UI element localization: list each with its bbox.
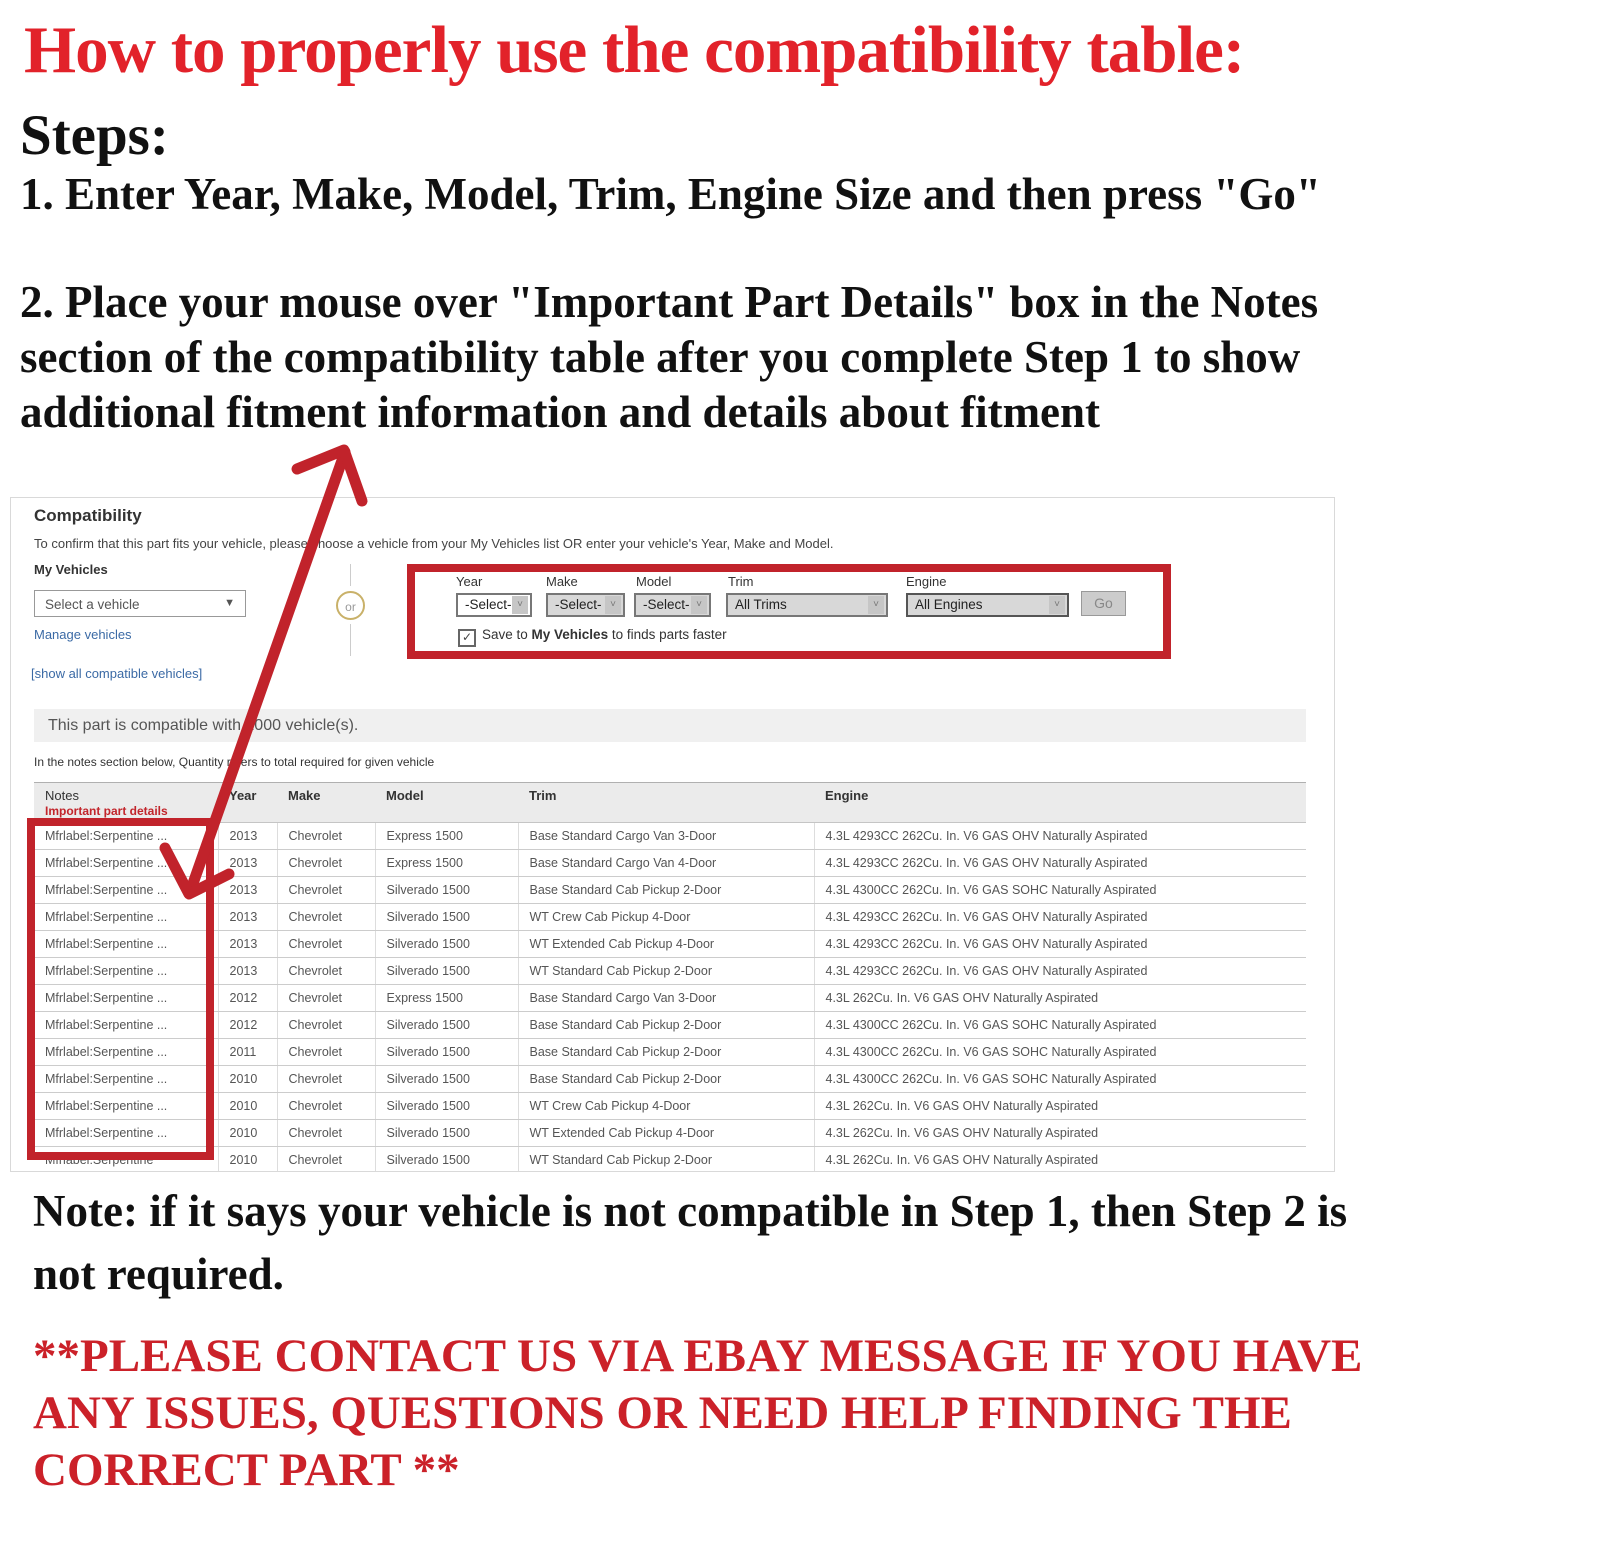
or-divider-top (350, 564, 351, 586)
table-row (34, 1066, 1306, 1093)
cell-model: Silverado 1500 (375, 1147, 518, 1173)
table-row (34, 1120, 1306, 1147)
table-row (34, 1093, 1306, 1120)
engine-label: Engine (906, 574, 947, 589)
cell-year: 2013 (218, 850, 277, 877)
cell-engine: 4.3L 262Cu. In. V6 GAS OHV Naturally Aspirated (814, 1093, 1306, 1120)
step-1-text: 1. Enter Year, Make, Model, Trim, Engine Size and then press "Go" (20, 169, 1321, 219)
cell-model: Silverado 1500 (375, 1012, 518, 1039)
table-row (34, 1039, 1306, 1066)
vehicle-select-value: Select a vehicle (45, 597, 140, 612)
cell-year: 2010 (218, 1120, 277, 1147)
note-line-2: not required. (33, 1249, 284, 1299)
cell-notes[interactable]: Mfrlabel:Serpentine ... (34, 958, 218, 985)
or-divider-bottom (350, 624, 351, 656)
cell-make: Chevrolet (277, 904, 375, 931)
cell-model: Silverado 1500 (375, 1039, 518, 1066)
compatibility-table (34, 782, 1306, 1172)
cell-year: 2013 (218, 877, 277, 904)
cell-make: Chevrolet (277, 985, 375, 1012)
contact-line-3: CORRECT PART ** (33, 1444, 460, 1496)
cell-engine: 4.3L 4300CC 262Cu. In. V6 GAS SOHC Naturally Aspirated (814, 1012, 1306, 1039)
cell-notes[interactable]: Mfrlabel:Serpentine ... (34, 1120, 218, 1147)
year-select[interactable] (456, 593, 532, 617)
save-text-bold: My Vehicles (531, 627, 609, 642)
model-label: Model (636, 574, 672, 589)
cell-trim: WT Standard Cab Pickup 2-Door (518, 1147, 814, 1173)
cell-notes[interactable]: Mfrlabel:Serpentine ... (34, 931, 218, 958)
show-all-compatible-link[interactable]: [show all compatible vehicles] (31, 666, 203, 681)
contact-line-1: **PLEASE CONTACT US VIA EBAY MESSAGE IF YOU HAVE (33, 1330, 1363, 1382)
cell-model: Silverado 1500 (375, 904, 518, 931)
table-row (34, 985, 1306, 1012)
column-header-notes: Notes Important part details (34, 783, 218, 823)
cell-engine: 4.3L 262Cu. In. V6 GAS OHV Naturally Aspirated (814, 1147, 1306, 1173)
cell-engine: 4.3L 262Cu. In. V6 GAS OHV Naturally Aspirated (814, 1120, 1306, 1147)
cell-notes[interactable]: Mfrlabel:Serpentine ... (34, 904, 218, 931)
cell-trim: Base Standard Cargo Van 3-Door (518, 985, 814, 1012)
go-button[interactable]: Go (1081, 591, 1126, 616)
cell-model: Silverado 1500 (375, 931, 518, 958)
cell-notes[interactable]: Mfrlabel:Serpentine (34, 1147, 218, 1173)
year-select-value: -Select- (465, 597, 512, 612)
engine-select[interactable] (906, 593, 1069, 617)
cell-trim: Base Standard Cab Pickup 2-Door (518, 1012, 814, 1039)
cell-year: 2012 (218, 985, 277, 1012)
chevron-down-icon: ˅ (691, 596, 707, 614)
cell-engine: 4.3L 4300CC 262Cu. In. V6 GAS SOHC Naturally Aspirated (814, 1039, 1306, 1066)
cell-engine: 4.3L 262Cu. In. V6 GAS OHV Naturally Aspirated (814, 985, 1306, 1012)
cell-year: 2013 (218, 823, 277, 850)
table-row (34, 850, 1306, 877)
cell-notes[interactable]: Mfrlabel:Serpentine ... (34, 1066, 218, 1093)
manage-vehicles-link[interactable]: Manage vehicles (34, 627, 132, 642)
note-text (33, 1180, 1347, 1306)
cell-model: Silverado 1500 (375, 877, 518, 904)
cell-trim: WT Crew Cab Pickup 4-Door (518, 904, 814, 931)
note-line-1: Note: if it says your vehicle is not compatible in Step 1, then Step 2 is (33, 1186, 1348, 1236)
step-2-line-1: 2. Place your mouse over "Important Part Details" box in the Notes (20, 277, 1319, 327)
important-part-details-label[interactable]: Important part details (45, 804, 168, 818)
select-arrow-icon: ▼ (224, 597, 235, 609)
year-label: Year (456, 574, 483, 589)
cell-year: 2013 (218, 931, 277, 958)
table-row (34, 1147, 1306, 1173)
table-row (34, 904, 1306, 931)
cell-trim: WT Extended Cab Pickup 4-Door (518, 1120, 814, 1147)
column-header-model: Model (375, 783, 518, 823)
save-text-suffix: to finds parts faster (608, 627, 727, 642)
cell-notes[interactable]: Mfrlabel:Serpentine ... (34, 850, 218, 877)
cell-make: Chevrolet (277, 1120, 375, 1147)
make-label: Make (546, 574, 578, 589)
cell-make: Chevrolet (277, 877, 375, 904)
cell-model: Express 1500 (375, 985, 518, 1012)
column-header-engine: Engine (814, 783, 1306, 823)
cell-trim: Base Standard Cab Pickup 2-Door (518, 1039, 814, 1066)
steps-heading: Steps: (20, 104, 169, 167)
cell-notes[interactable]: Mfrlabel:Serpentine ... (34, 823, 218, 850)
cell-model: Silverado 1500 (375, 1066, 518, 1093)
cell-notes[interactable]: Mfrlabel:Serpentine ... (34, 1093, 218, 1120)
table-row (34, 823, 1306, 850)
notes-hint: In the notes section below, Quantity refers to total required for given vehicle (34, 755, 435, 769)
cell-trim: Base Standard Cargo Van 3-Door (518, 823, 814, 850)
cell-engine: 4.3L 4300CC 262Cu. In. V6 GAS SOHC Naturally Aspirated (814, 1066, 1306, 1093)
cell-engine: 4.3L 4300CC 262Cu. In. V6 GAS SOHC Naturally Aspirated (814, 877, 1306, 904)
cell-model: Silverado 1500 (375, 958, 518, 985)
step-2-line-3: additional fitment information and details about fitment (20, 387, 1101, 437)
or-badge: or (336, 591, 365, 620)
step-2-text (20, 275, 1318, 440)
save-checkbox[interactable]: ✓ (458, 629, 476, 647)
column-header-make: Make (277, 783, 375, 823)
page-title: How to properly use the compatibility table: (24, 13, 1245, 87)
save-to-my-vehicles-row (458, 627, 727, 647)
cell-notes[interactable]: Mfrlabel:Serpentine ... (34, 985, 218, 1012)
cell-year: 2010 (218, 1093, 277, 1120)
table-row (34, 1012, 1306, 1039)
cell-make: Chevrolet (277, 850, 375, 877)
cell-year: 2013 (218, 904, 277, 931)
chevron-down-icon: ˅ (512, 596, 528, 614)
cell-notes[interactable]: Mfrlabel:Serpentine ... (34, 877, 218, 904)
cell-trim: WT Crew Cab Pickup 4-Door (518, 1093, 814, 1120)
cell-engine: 4.3L 4293CC 262Cu. In. V6 GAS OHV Naturally Aspirated (814, 850, 1306, 877)
compatibility-widget (10, 497, 1335, 1172)
save-text-prefix: Save to (482, 627, 532, 642)
cell-trim: WT Extended Cab Pickup 4-Door (518, 931, 814, 958)
cell-engine: 4.3L 4293CC 262Cu. In. V6 GAS OHV Naturally Aspirated (814, 904, 1306, 931)
cell-make: Chevrolet (277, 958, 375, 985)
engine-select-value: All Engines (915, 597, 983, 612)
chevron-down-icon: ˅ (1049, 596, 1065, 614)
contact-text (33, 1328, 1362, 1499)
widget-heading: Compatibility (34, 506, 142, 525)
cell-trim: Base Standard Cab Pickup 2-Door (518, 877, 814, 904)
cell-make: Chevrolet (277, 1147, 375, 1173)
cell-trim: Base Standard Cab Pickup 2-Door (518, 1066, 814, 1093)
my-vehicles-label: My Vehicles (34, 562, 108, 577)
cell-engine: 4.3L 4293CC 262Cu. In. V6 GAS OHV Naturally Aspirated (814, 823, 1306, 850)
table-row (34, 931, 1306, 958)
cell-make: Chevrolet (277, 1012, 375, 1039)
widget-description: To confirm that this part fits your vehicle, please choose a vehicle from your My Vehicles list OR enter your vehicle's Year, Make and Model. (34, 536, 834, 551)
cell-trim: WT Standard Cab Pickup 2-Door (518, 958, 814, 985)
chevron-down-icon: ˅ (605, 596, 621, 614)
cell-notes[interactable]: Mfrlabel:Serpentine ... (34, 1039, 218, 1066)
cell-model: Express 1500 (375, 823, 518, 850)
table-row (34, 958, 1306, 985)
cell-year: 2010 (218, 1147, 277, 1173)
cell-model: Silverado 1500 (375, 1093, 518, 1120)
make-select[interactable] (546, 593, 625, 617)
cell-model: Express 1500 (375, 850, 518, 877)
trim-select-value: All Trims (735, 597, 787, 612)
trim-select[interactable] (726, 593, 888, 617)
cell-make: Chevrolet (277, 1093, 375, 1120)
table-row (34, 877, 1306, 904)
step-2-line-2: section of the compatibility table after you complete Step 1 to show (20, 332, 1301, 382)
cell-model: Silverado 1500 (375, 1120, 518, 1147)
cell-make: Chevrolet (277, 823, 375, 850)
cell-make: Chevrolet (277, 931, 375, 958)
column-header-trim: Trim (518, 783, 814, 823)
cell-engine: 4.3L 4293CC 262Cu. In. V6 GAS OHV Naturally Aspirated (814, 931, 1306, 958)
cell-engine: 4.3L 4293CC 262Cu. In. V6 GAS OHV Naturally Aspirated (814, 958, 1306, 985)
chevron-down-icon: ˅ (868, 596, 884, 614)
cell-year: 2011 (218, 1039, 277, 1066)
cell-year: 2013 (218, 958, 277, 985)
cell-year: 2012 (218, 1012, 277, 1039)
vehicle-select[interactable] (34, 590, 246, 617)
cell-notes[interactable]: Mfrlabel:Serpentine ... (34, 1012, 218, 1039)
column-header-year: Year (218, 783, 277, 823)
cell-year: 2010 (218, 1066, 277, 1093)
cell-make: Chevrolet (277, 1066, 375, 1093)
table-header-row (34, 783, 1306, 823)
make-select-value: -Select- (555, 597, 602, 612)
model-select-value: -Select- (643, 597, 690, 612)
cell-trim: Base Standard Cargo Van 4-Door (518, 850, 814, 877)
compatibility-banner: This part is compatible with 1000 vehicle(s). (34, 709, 1306, 742)
compat-table-body (34, 823, 1306, 1173)
model-select[interactable] (634, 593, 711, 617)
contact-line-2: ANY ISSUES, QUESTIONS OR NEED HELP FINDING THE (33, 1387, 1292, 1439)
trim-label: Trim (728, 574, 754, 589)
cell-make: Chevrolet (277, 1039, 375, 1066)
